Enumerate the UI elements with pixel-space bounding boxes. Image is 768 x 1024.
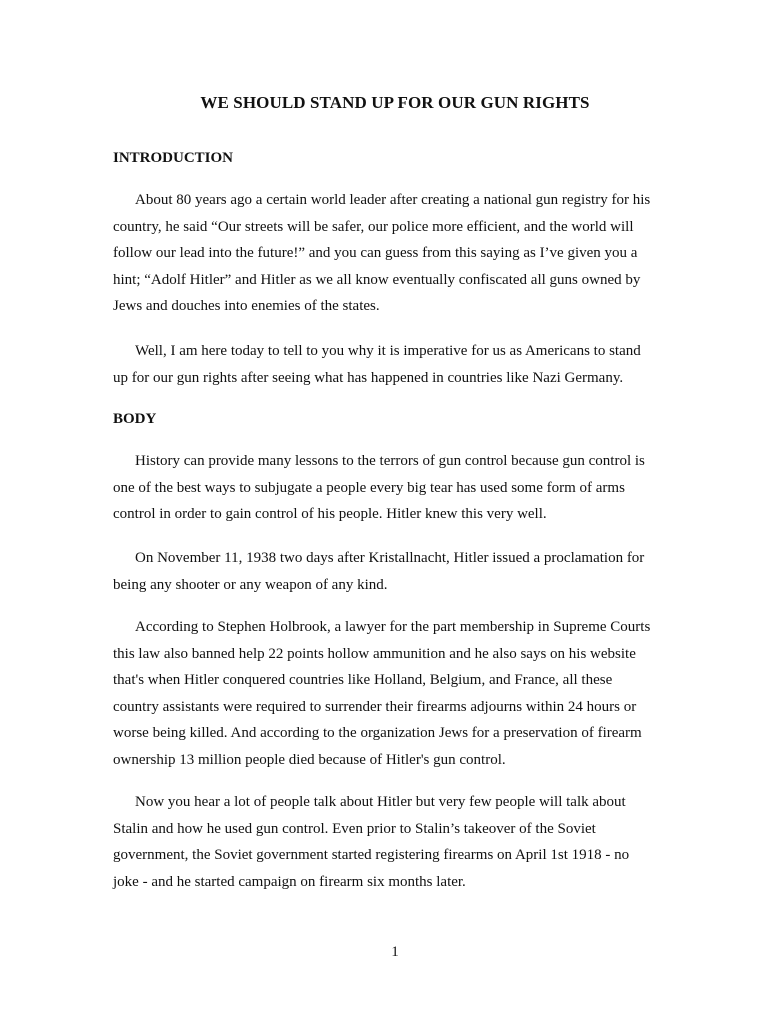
paragraph-line: Well, I am here today to tell to you why it is imperative for us as Americans to stand — [135, 343, 641, 359]
paragraph-line: control in order to gain control of his people. Hitler knew this very well. — [113, 506, 547, 522]
section-heading-introduction: INTRODUCTION — [113, 150, 234, 166]
paragraph-line: According to Stephen Holbrook, a lawyer for the part membership in Supreme Courts — [135, 619, 651, 635]
paragraph-line: country assistants were required to surrender their firearms adjourns within 24 hours or — [113, 698, 637, 715]
section-heading-body: BODY — [113, 411, 157, 427]
paragraph-body-1 — [113, 448, 658, 528]
paragraph-line: Stalin and how he used gun control. Even prior to Stalin’s takeover of the Soviet — [113, 820, 596, 837]
paragraph-line: On November 11, 1938 two days after Kristallnacht, Hitler issued a proclamation for — [135, 550, 645, 566]
paragraph-line: up for our gun rights after seeing what has happened in countries like Nazi Germany. — [113, 369, 624, 386]
paragraph-body-3 — [113, 614, 658, 773]
paragraph-line: worse being killed. And according to the organization Jews for a preservation of firearm — [113, 725, 642, 741]
paragraph-line: History can provide many lessons to the terrors of gun control because gun control is — [135, 453, 645, 469]
page-number: 1 — [391, 944, 399, 960]
paragraph-line: joke - and he started campaign on firearm six months later. — [113, 873, 466, 890]
paragraph-line: follow our lead into the future!” and you can guess from this saying as I’ve given you a — [113, 245, 638, 261]
paragraph-body-4 — [113, 789, 658, 895]
paragraph-line: being any shooter or any weapon of any kind. — [113, 576, 388, 593]
paragraph-line: country, he said “Our streets will be safer, our police more efficient, and the world will — [113, 218, 634, 235]
paragraph-line: that's when Hitler conquered countries like Holland, Belgium, and France, all these — [113, 672, 613, 688]
paragraph-line: hint; “Adolf Hitler” and Hitler as we all know eventually confiscated all guns owned by — [113, 271, 641, 288]
paragraph-line: one of the best ways to subjugate a people every big tear has used some form of arms — [113, 479, 625, 496]
paragraph-intro-2 — [113, 338, 658, 391]
paragraph-line: this law also banned help 22 points hollow ammunition and he also says on his website — [113, 645, 636, 662]
paragraph-body-2 — [113, 545, 658, 598]
paragraph-line: Now you hear a lot of people talk about Hitler but very few people will talk about — [135, 794, 626, 810]
paragraph-line: Jews and douches into enemies of the states. — [113, 298, 380, 314]
paragraph-line: ownership 13 million people died because of Hitler's gun control. — [113, 751, 506, 768]
paragraph-line: government, the Soviet government started registering firearms on April 1st 1918 - no — [113, 847, 630, 863]
paragraph-line: About 80 years ago a certain world leader after creating a national gun registry for his — [135, 192, 651, 208]
paragraph-intro-1 — [113, 187, 658, 320]
document-title: WE SHOULD STAND UP FOR OUR GUN RIGHTS — [200, 93, 590, 112]
